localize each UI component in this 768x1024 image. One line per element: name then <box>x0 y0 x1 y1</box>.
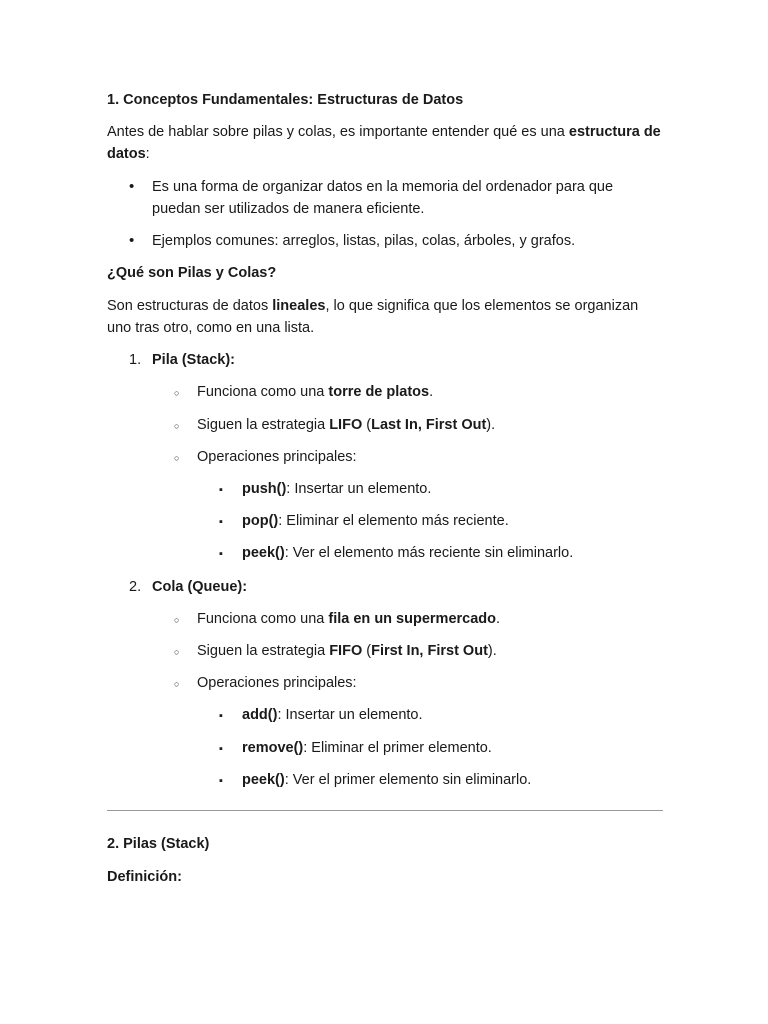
queue-title: Cola (Queue): <box>152 579 248 595</box>
op-name: remove() <box>242 740 304 756</box>
queue-metaphor-end: . <box>496 611 501 627</box>
bullet-square-icon <box>219 478 223 501</box>
queue-strategy-text: Siguen la estrategia <box>197 643 330 659</box>
stack-strategy-text: Siguen la estrategia <box>197 417 330 433</box>
bullet-circle-icon <box>174 414 179 437</box>
queue-op-item <box>242 704 663 726</box>
intro-paragraph <box>107 121 663 165</box>
op-desc: : Ver el primer elemento sin eliminarlo. <box>284 772 532 788</box>
bullet-square-icon <box>219 769 223 792</box>
examples-bullet: Ejemplos comunes: arreglos, listas, pilas, colas, árboles, y grafos. <box>152 233 576 249</box>
desc-bold: lineales <box>272 298 326 314</box>
op-desc: : Eliminar el primer elemento. <box>303 740 492 756</box>
queue-op-item <box>242 737 663 759</box>
queue-strategy-open: ( <box>362 643 372 659</box>
stack-strategy <box>197 414 663 436</box>
stack-strategy-acronym: LIFO <box>329 417 363 433</box>
bullet-disc-icon <box>129 230 134 252</box>
queue-ops-label: Operaciones principales: <box>197 675 357 691</box>
bullet-disc-icon <box>129 176 134 198</box>
op-name: peek() <box>242 545 285 561</box>
section-2-heading: 2. Pilas (Stack) <box>107 836 210 852</box>
list-number: 1. <box>129 352 142 368</box>
bullet-circle-icon <box>174 446 179 469</box>
queue-op-item <box>242 769 663 791</box>
intro-bold: estructura de datos <box>107 124 661 162</box>
bullet-square-icon <box>219 704 223 727</box>
question-heading: ¿Qué son Pilas y Colas? <box>107 265 277 281</box>
bullet-circle-icon <box>174 608 179 631</box>
op-name: push() <box>242 481 287 497</box>
stack-op-item <box>242 542 663 564</box>
bullet-circle-icon <box>174 381 179 404</box>
bullet-circle-icon <box>174 640 179 663</box>
bullet-square-icon <box>219 510 223 533</box>
bullet-square-icon <box>219 737 223 760</box>
horizontal-divider <box>107 810 663 811</box>
op-desc: : Insertar un elemento. <box>286 481 432 497</box>
queue-metaphor <box>197 608 663 630</box>
queue-strategy-full: First In, First Out <box>371 643 488 659</box>
stack-metaphor-bold: torre de platos <box>328 384 430 400</box>
queue-strategy <box>197 640 663 662</box>
bullet-circle-icon <box>174 672 179 695</box>
op-desc: : Ver el elemento más reciente sin eliminarlo. <box>284 545 574 561</box>
bullet-square-icon <box>219 542 223 565</box>
definition-label: Definición: <box>107 869 182 885</box>
queue-strategy-close: ). <box>487 643 497 659</box>
stack-metaphor-end: . <box>429 384 434 400</box>
stack-metaphor-text: Funciona como una <box>197 384 329 400</box>
desc-end: , lo que significa que los elementos se organizan uno tras otro, como en una lista. <box>107 298 639 336</box>
linear-paragraph <box>107 295 663 339</box>
op-name: add() <box>242 707 278 723</box>
op-desc: : Eliminar el elemento más reciente. <box>278 513 509 529</box>
stack-strategy-close: ). <box>486 417 496 433</box>
queue-metaphor-text: Funciona como una <box>197 611 329 627</box>
stack-strategy-full: Last In, First Out <box>371 417 487 433</box>
op-name: pop() <box>242 513 279 529</box>
intro-end: : <box>145 146 150 162</box>
op-name: peek() <box>242 772 285 788</box>
section-1-heading: 1. Conceptos Fundamentales: Estructuras de Datos <box>107 92 464 108</box>
stack-op-item <box>242 510 663 532</box>
stack-metaphor <box>197 381 663 403</box>
stack-ops-label: Operaciones principales: <box>197 449 357 465</box>
op-desc: : Insertar un elemento. <box>277 707 423 723</box>
queue-strategy-acronym: FIFO <box>329 643 363 659</box>
stack-strategy-open: ( <box>362 417 372 433</box>
stack-title: Pila (Stack): <box>152 352 235 368</box>
desc-text: Son estructuras de datos <box>107 298 273 314</box>
list-number: 2. <box>129 579 142 595</box>
intro-text: Antes de hablar sobre pilas y colas, es importante entender qué es una <box>107 124 569 140</box>
definition-bullet: Es una forma de organizar datos en la memoria del ordenador para que puedan ser utilizados de manera eficiente. <box>152 179 614 217</box>
stack-op-item <box>242 478 663 500</box>
queue-metaphor-bold: fila en un supermercado <box>328 611 496 627</box>
